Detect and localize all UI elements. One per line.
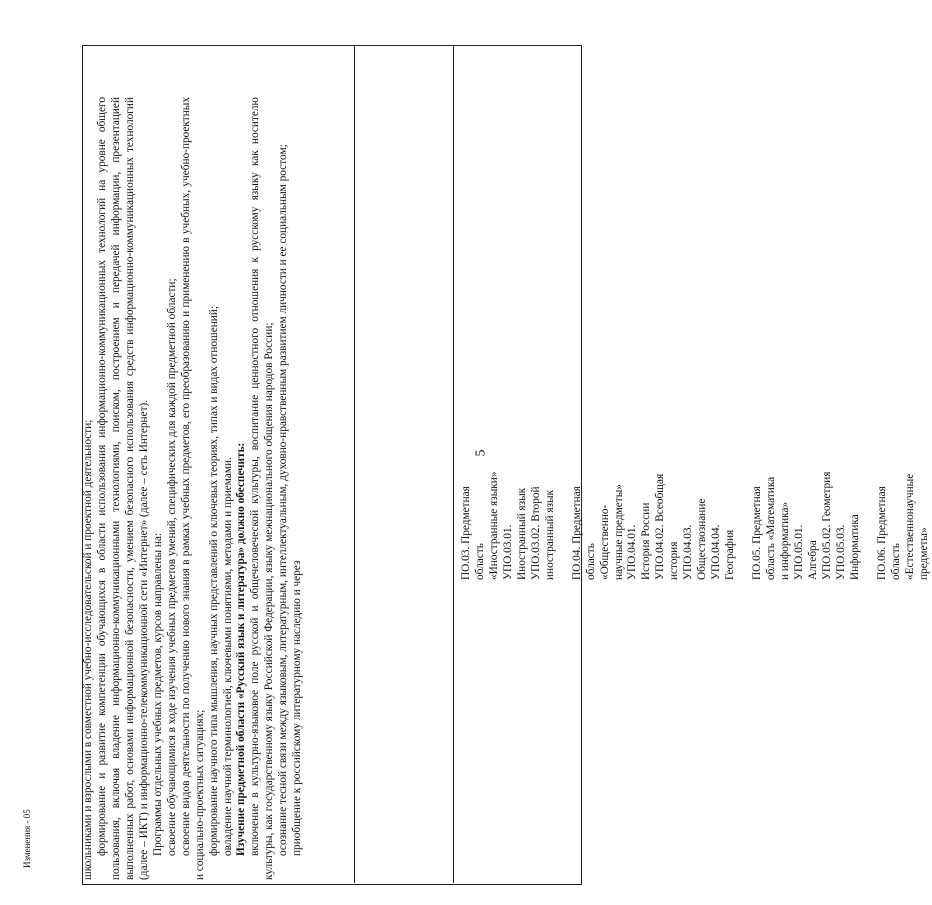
subject-line: область: [889, 543, 902, 580]
column-divider-1: [354, 45, 355, 883]
subject-block: [751, 70, 863, 580]
subject-line: область «Математика: [765, 476, 778, 580]
subject-line: УПО.04.01.: [626, 524, 639, 580]
subject-line: «Иностранные языки»: [487, 471, 500, 580]
subject-line: научные предметы»: [612, 484, 625, 580]
paragraph: овладение научной терминологией, ключевыми понятиями, методами и приемами.: [221, 457, 234, 856]
subject-line: предметы»: [917, 527, 930, 580]
subject-line: Информатика: [848, 514, 861, 580]
subject-line: История России: [640, 502, 653, 580]
left-column-text: [82, 97, 305, 880]
paragraph: освоение обучающимися в ходе изучения учебных предметов умений, специфических для каждой предметной области;: [165, 278, 178, 856]
subject-line: и информатика»: [779, 501, 792, 580]
subject-line: Алгебра: [806, 540, 819, 580]
paragraph: Программы отдельных учебных предметов, курсов направлены на:: [151, 532, 164, 856]
subject-line: География: [724, 529, 737, 580]
subject-block: [571, 70, 738, 580]
subject-block: [876, 70, 932, 580]
subject-line: иностранный язык: [543, 489, 556, 580]
subject-line: область: [473, 543, 486, 580]
subject-line: Иностранный язык: [515, 487, 528, 580]
paragraph: приобщение к российскому литературному наследию и через: [291, 560, 304, 856]
right-column-subjects: [460, 70, 932, 580]
subject-line: УПО.04.03.: [682, 524, 695, 580]
subject-line: УПО.03.02. Второй: [529, 486, 542, 580]
paragraph: осознание тесной связи между языковым, литературным, интеллектуальным, духовно-нравственным развитием личности и ее социальным ростом;: [277, 144, 290, 856]
subject-line: УПО.03.01.: [501, 524, 514, 580]
paragraph: школьниками и взрослыми в совместной учебно-исследовательской и проектной деятельности;: [82, 419, 94, 880]
subject-line: ПО.06. Предметная: [875, 486, 888, 580]
subject-line: история: [668, 541, 681, 580]
section-heading: Изучение предметной области «Русский язык и литература» должно обеспечить:: [235, 442, 248, 856]
column-divider-2: [453, 45, 454, 883]
subject-line: УПО.05.02. Геометрия: [820, 471, 833, 580]
revision-footer: Изменения - 05: [22, 809, 32, 868]
subject-block: [460, 70, 558, 580]
paragraph: формирование научного типа мышления, научных представлений о ключевых теориях, типах и видах отношений;: [207, 305, 220, 856]
subject-line: УПО.04.02. Всеобщая: [654, 473, 667, 580]
subject-line: УПО.05.03.: [834, 524, 847, 580]
subject-line: УПО.04.04.: [710, 524, 723, 580]
subject-line: ПО.03. Предметная: [460, 486, 472, 580]
page-number: 5: [473, 449, 489, 457]
subject-line: УПО.05.01.: [792, 524, 805, 580]
paragraph: формирование и развитие компетенции обучающихся в области использования информационно-коммуникационных технологий на уровне общего пользования, включая владение информационно-коммуникационными технологиями, поиском, построением и передачей информации, презентацией выполненных работ, основами информационной безопасности, умением безопасного использования средств информационно-коммуникационных технологий (далее – ИКТ) и информационно-телекоммуникационной сети «Интернет» (далее – сеть Интернет).: [95, 97, 150, 880]
paragraph: включение в культурно-языковое поле русской и общечеловеческой культуры, воспитание ценностного отношения к русскому языку как носителю культуры, как государственному языку Российской Федерации, языку межнационального общения народов России;: [249, 97, 276, 880]
subject-line: ПО.04. Предметная: [570, 486, 583, 580]
subject-line: «Общественно-: [598, 504, 611, 580]
subject-line: ПО.05. Предметная: [751, 486, 764, 580]
subject-line: «Естественнонаучные: [903, 473, 916, 580]
paragraph: освоение видов деятельности по получению нового знания в рамках учебных предметов, его преобразованию и применению в учебных, учебно-проектных и социально-проектных ситуациях;: [179, 97, 206, 880]
subject-line: Обществознание: [696, 498, 709, 580]
subject-line: область: [584, 543, 597, 580]
